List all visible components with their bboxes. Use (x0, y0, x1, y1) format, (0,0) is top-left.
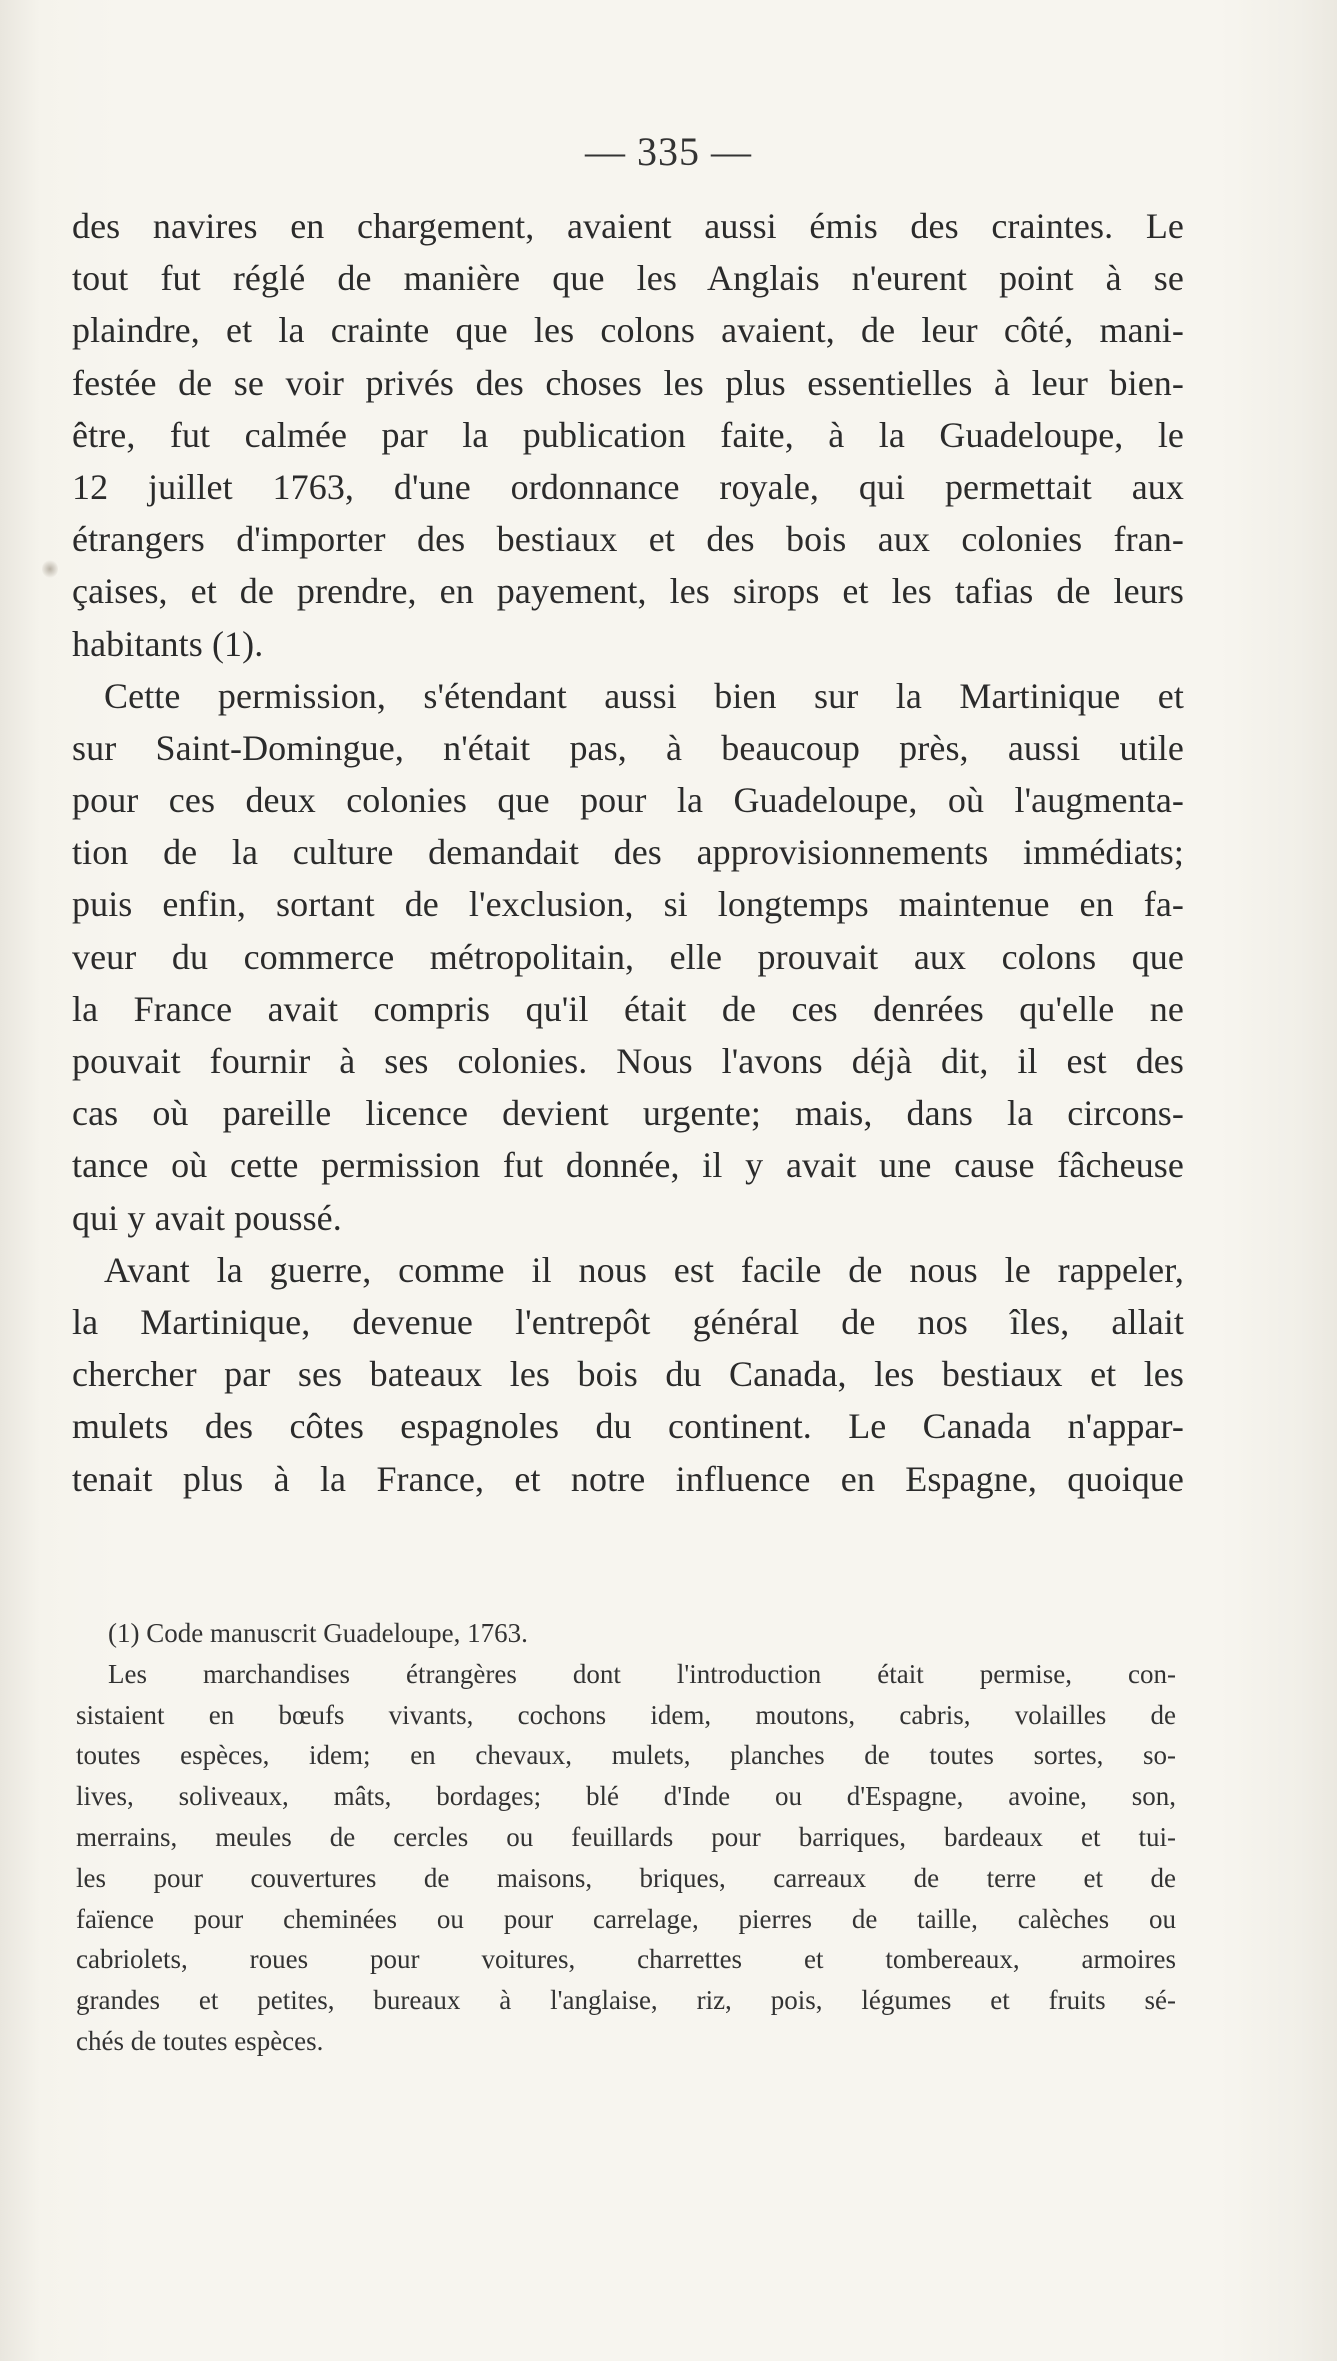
footnote-line-8: faïence pour cheminées ou pour carrelage, pierres de taille, calèches ou (76, 1903, 1176, 1934)
footnote-line-6: merrains, meules de cercles ou feuillards pour barriques, bardeaux et tui- (76, 1821, 1176, 1852)
text-line-1: des navires en chargement, avaient aussi émis des craintes. Le (72, 206, 1184, 246)
text-line-3: plaindre, et la crainte que les colons avaient, de leur côté, mani- (72, 310, 1184, 351)
text-line-8: çaises, et de prendre, en payement, les sirops et les tafias de leurs (72, 571, 1184, 612)
text-line-12: pour ces deux colonies que pour la Guadeloupe, où l'augmenta- (72, 780, 1184, 821)
text-line-19: tance où cette permission fut donnée, il y avait une cause fâcheuse (72, 1145, 1184, 1186)
text-line-14: puis enfin, sortant de l'exclusion, si longtemps maintenue en fa- (72, 884, 1184, 925)
text-line-9: habitants (1). (72, 623, 264, 664)
footnote-line-5: lives, soliveaux, mâts, bordages; blé d'Inde ou d'Espagne, avoine, son, (76, 1781, 1176, 1812)
text-line-17: pouvait fournir à ses colonies. Nous l'avons déjà dit, il est des (72, 1041, 1184, 1081)
footnote-line-2: Les marchandises étrangères dont l'introduction était permise, con- (108, 1658, 1176, 1689)
text-line-7: étrangers d'importer des bestiaux et des bois aux colonies fran- (72, 519, 1184, 560)
text-line-23: chercher par ses bateaux les bois du Canada, les bestiaux et les (72, 1354, 1184, 1395)
text-line-10: Cette permission, s'étendant aussi bien sur la Martinique et (104, 675, 1184, 716)
text-line-11: sur Saint-Domingue, n'était pas, à beaucoup près, aussi utile (72, 727, 1184, 768)
footnote-line-4: toutes espèces, idem; en chevaux, mulets, planches de toutes sortes, so- (76, 1740, 1176, 1771)
page-number: — 335 — (585, 129, 752, 174)
text-line-4: festée de se voir privés des choses les plus essentielles à leur bien- (72, 362, 1184, 403)
text-line-13: tion de la culture demandait des approvisionnements immédiats; (72, 832, 1184, 873)
text-line-6: 12 juillet 1763, d'une ordonnance royale, qui permettait aux (72, 466, 1184, 507)
footnote-line-9: cabriolets, roues pour voitures, charrettes et tombereaux, armoires (76, 1944, 1176, 1975)
footnote-block (76, 1613, 1176, 2062)
text-line-2: tout fut réglé de manière que les Anglais n'eurent point à se (72, 258, 1184, 299)
text-line-16: la France avait compris qu'il était de ces denrées qu'elle ne (72, 988, 1184, 1029)
text-line-18: cas où pareille licence devient urgente; mais, dans la circons- (72, 1093, 1184, 1134)
text-line-25: tenait plus à la France, et notre influence en Espagne, quoique (72, 1458, 1184, 1499)
text-line-20: qui y avait poussé. (72, 1197, 342, 1238)
text-line-15: veur du commerce métropolitain, elle prouvait aux colons que (72, 936, 1184, 977)
footnote-line-1: (1) Code manuscrit Guadeloupe, 1763. (108, 1618, 528, 1648)
text-line-21: Avant la guerre, comme il nous est facile de nous le rappeler, (104, 1249, 1184, 1290)
text-line-22: la Martinique, devenue l'entrepôt général de nos îles, allait (72, 1301, 1184, 1342)
text-line-24: mulets des côtes espagnoles du continent. Le Canada n'appar- (72, 1406, 1184, 1447)
ink-smudge (42, 560, 58, 578)
footnote-line-10: grandes et petites, bureaux à l'anglaise, riz, pois, légumes et fruits sé- (76, 1985, 1176, 2016)
text-line-5: être, fut calmée par la publication faite, à la Guadeloupe, le (72, 414, 1184, 455)
footnote-line-3: sistaient en bœufs vivants, cochons idem, moutons, cabris, volailles de (76, 1699, 1176, 1730)
footnote-line-11: chés de toutes espèces. (76, 2025, 324, 2056)
main-text-block (72, 200, 1184, 1505)
footnote-line-7: les pour couvertures de maisons, briques, carreaux de terre et de (76, 1862, 1176, 1893)
